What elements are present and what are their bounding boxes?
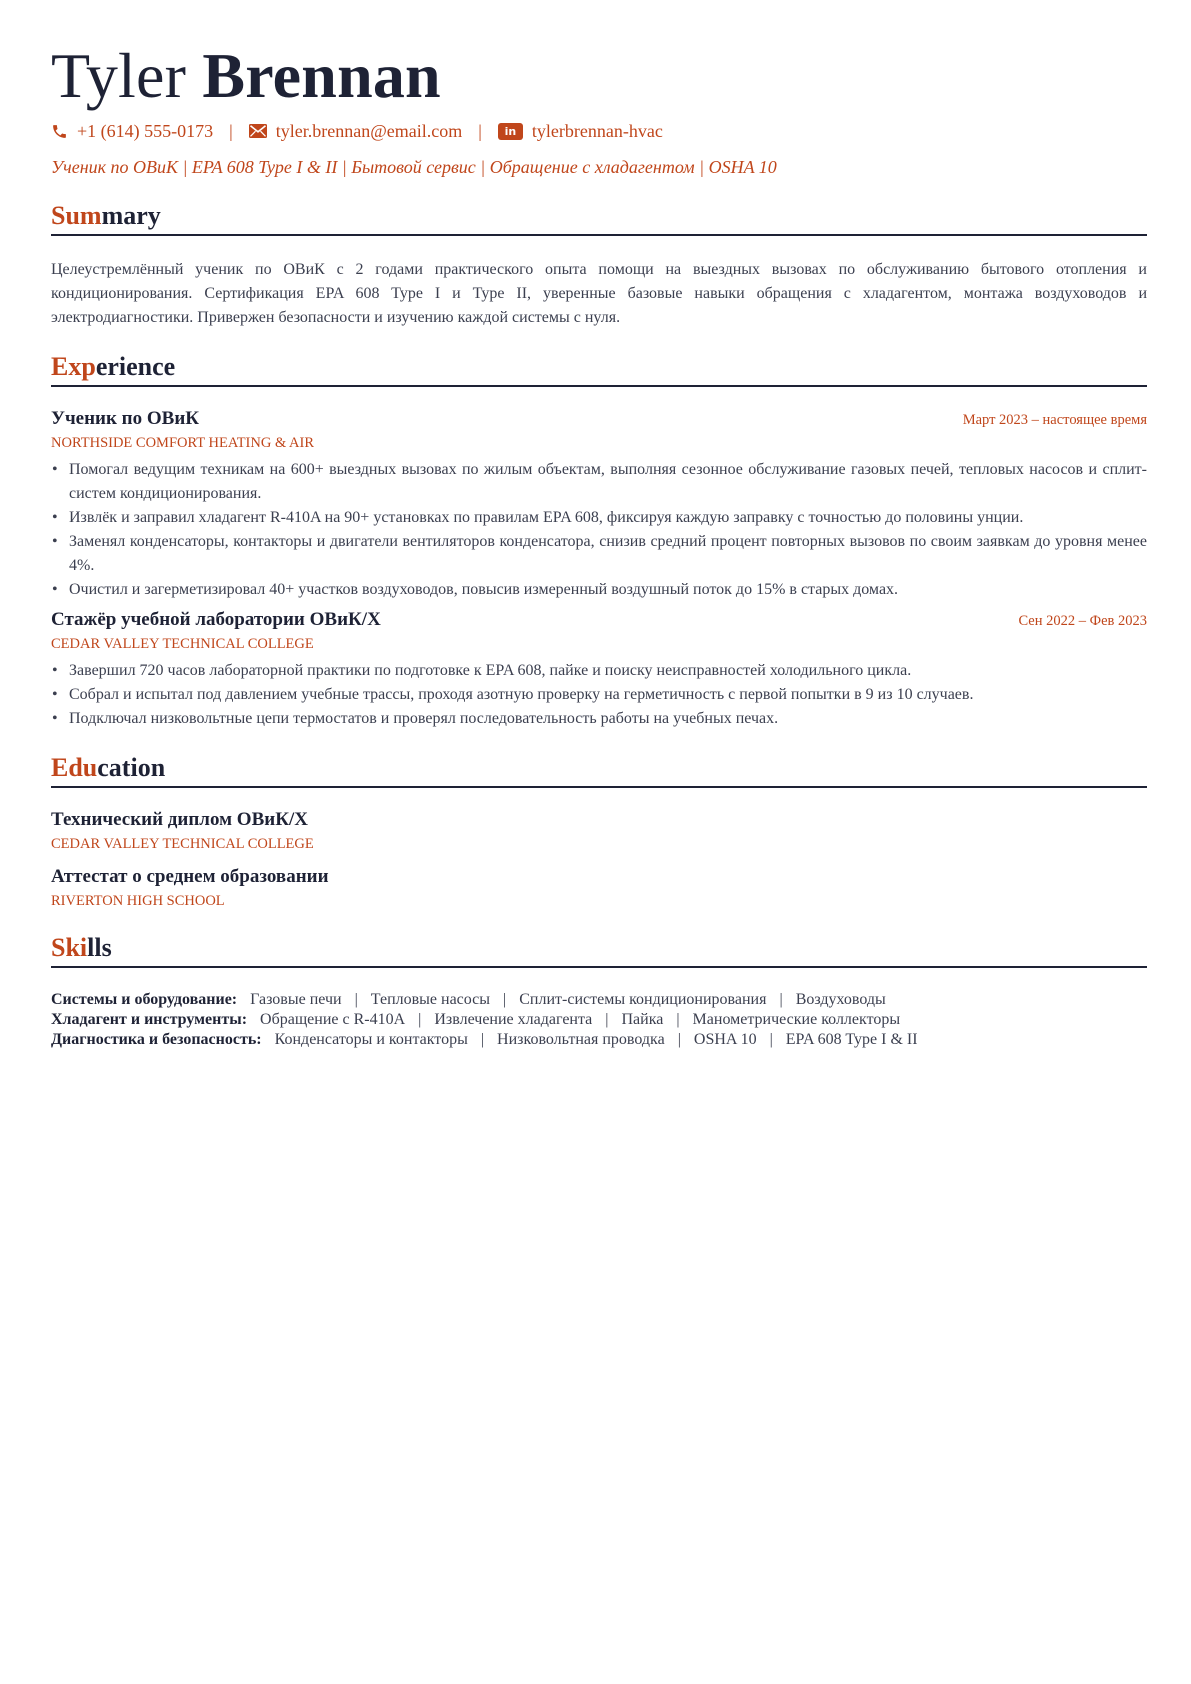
job-title: Ученик по ОВиК [51, 408, 200, 429]
last-name: Brennan [202, 40, 441, 111]
skill-row [51, 1030, 1147, 1050]
section-title-skills [51, 932, 1147, 968]
phone-number: +1 (614) 555-0173 [77, 120, 214, 141]
skill-separator: | [779, 991, 783, 1008]
skills-list [51, 990, 1147, 1050]
skill-item: Воздуховоды [795, 991, 886, 1008]
skill-separator: | [503, 991, 507, 1008]
contact-separator: | [229, 120, 233, 141]
phone-icon [51, 123, 68, 140]
job-entry [51, 608, 1147, 731]
skill-separator: | [480, 1031, 485, 1048]
first-name: Tyler [51, 40, 187, 111]
job-entry [51, 407, 1147, 602]
contact-linkedin[interactable] [498, 121, 663, 142]
skills-section [51, 932, 1147, 1050]
job-header [51, 407, 1147, 431]
job-bullet: • Завершил 720 часов лабораторной практики по подготовке к EPA 608, пайке и поиску неисправностей холодильного цикла. [51, 659, 1147, 683]
headline-tagline: Ученик по ОВиК | EPA 608 Type I & II | Бытовой сервис | Обращение с хладагентом | OSHA 10 [51, 157, 777, 177]
skill-category: Хладагент и инструменты: [51, 1011, 248, 1028]
experience-section [51, 351, 1147, 731]
job-company: NORTHSIDE COMFORT HEATING & AIR [51, 435, 315, 451]
job-bullet: • Извлёк и заправил хладагент R-410A на 90+ установках по правилам EPA 608, фиксируя каждую заправку с точностью до половины унции. [51, 506, 1147, 530]
skill-item: Тепловые насосы [370, 991, 491, 1008]
summary-section [51, 200, 1147, 330]
skill-item: Низковольтная проводка [497, 1031, 665, 1048]
skill-item: Сплит-системы кондиционирования [519, 991, 767, 1008]
section-title-rest: cation [97, 753, 166, 782]
skill-item: Конденсаторы и контакторы [274, 1031, 468, 1048]
school-name: CEDAR VALLEY TECHNICAL COLLEGE [51, 836, 314, 852]
job-bullets [51, 458, 1147, 602]
skill-category: Системы и оборудование: [51, 991, 238, 1008]
section-title-rest: mary [101, 201, 161, 230]
section-title-summary [51, 200, 1147, 236]
envelope-icon [249, 124, 267, 138]
job-bullet: • Заменял конденсаторы, контакторы и двигатели вентиляторов конденсатора, снизив средний процент повторных вызовов по своим заявкам до уровня менее 4%. [51, 530, 1147, 578]
job-header [51, 608, 1147, 632]
skill-separator: | [677, 1031, 681, 1048]
linkedin-icon [498, 123, 523, 140]
section-title-accent: Edu [51, 753, 98, 782]
contact-email[interactable] [249, 121, 463, 142]
email-address: tyler.brennan@email.com [275, 120, 463, 141]
job-bullets [51, 659, 1147, 731]
skill-item: Пайка [621, 1011, 664, 1028]
section-title-accent: Exp [51, 352, 96, 381]
education-section [51, 752, 1147, 911]
section-title-education [51, 752, 1147, 788]
skill-category: Диагностика и безопасность: [51, 1031, 262, 1048]
education-entry [51, 865, 1147, 911]
candidate-name [51, 36, 1147, 116]
skill-row [51, 990, 1147, 1010]
education-entry [51, 808, 1147, 854]
job-dates: Сен 2022 – Фев 2023 [1018, 613, 1147, 629]
job-bullet: • Собрал и испытал под давлением учебные трассы, проходя азотную проверку на герметичность с первой попытки в 9 из 10 случаев. [51, 683, 1147, 707]
linkedin-handle: tylerbrennan-hvac [531, 120, 663, 141]
section-title-accent: Sum [51, 201, 102, 230]
skill-separator: | [676, 1011, 680, 1028]
linkedin-badge: in [498, 123, 523, 140]
section-title-rest: lls [87, 933, 112, 962]
skill-row [51, 1010, 1147, 1030]
summary-text: Целеустремлённый ученик по ОВиК с 2 годами практического опыта помощи на выездных вызовах по обслуживанию бытового отопления и кондиционирования. Сертификация EPA 608 Type I и Type II, уверенные базовые навыки обращения с хладагентом, монтажа воздуховодов и электродиагностики. Привержен безопасности и изучению каждой системы с нуля. [51, 261, 1147, 326]
job-bullet: • Подключал низковольтные цепи термостатов и проверял последовательность работы на учебных печах. [51, 707, 1147, 731]
skill-item: Извлечение хладагента [434, 1011, 593, 1028]
skill-separator: | [418, 1011, 422, 1028]
skill-item: OSHA 10 [693, 1031, 757, 1048]
section-title-accent: Ski [51, 933, 88, 962]
skill-separator: | [605, 1011, 609, 1028]
skill-separator: | [769, 1031, 773, 1048]
degree-title: Технический диплом ОВиК/Х [51, 809, 308, 830]
job-title: Стажёр учебной лаборатории ОВиК/Х [51, 609, 381, 630]
resume-page [51, 36, 1147, 1050]
skill-separator: | [354, 991, 358, 1008]
school-name: RIVERTON HIGH SCHOOL [51, 893, 225, 909]
section-title-rest: erience [95, 352, 176, 381]
job-bullet: • Помогал ведущим техникам на 600+ выездных вызовах по жилым объектам, выполняя сезонное обслуживание газовых печей, тепловых насосов и сплит-систем кондиционирования. [51, 458, 1147, 506]
skill-item: Газовые печи [250, 991, 342, 1008]
contact-bar [51, 118, 1147, 144]
contact-separator: | [478, 120, 482, 141]
contact-phone[interactable] [51, 121, 213, 142]
skill-item: Обращение с R-410A [260, 1011, 406, 1028]
skill-item: Манометрические коллекторы [692, 1011, 901, 1028]
degree-title: Аттестат о среднем образовании [51, 866, 329, 887]
job-company: CEDAR VALLEY TECHNICAL COLLEGE [51, 636, 314, 652]
job-dates: Март 2023 – настоящее время [962, 412, 1147, 428]
section-title-experience [51, 351, 1147, 387]
job-bullet: • Очистил и загерметизировал 40+ участков воздуховодов, повысив измеренный воздушный поток до 15% в старых домах. [51, 578, 1147, 602]
skill-item: EPA 608 Type I & II [785, 1031, 918, 1048]
